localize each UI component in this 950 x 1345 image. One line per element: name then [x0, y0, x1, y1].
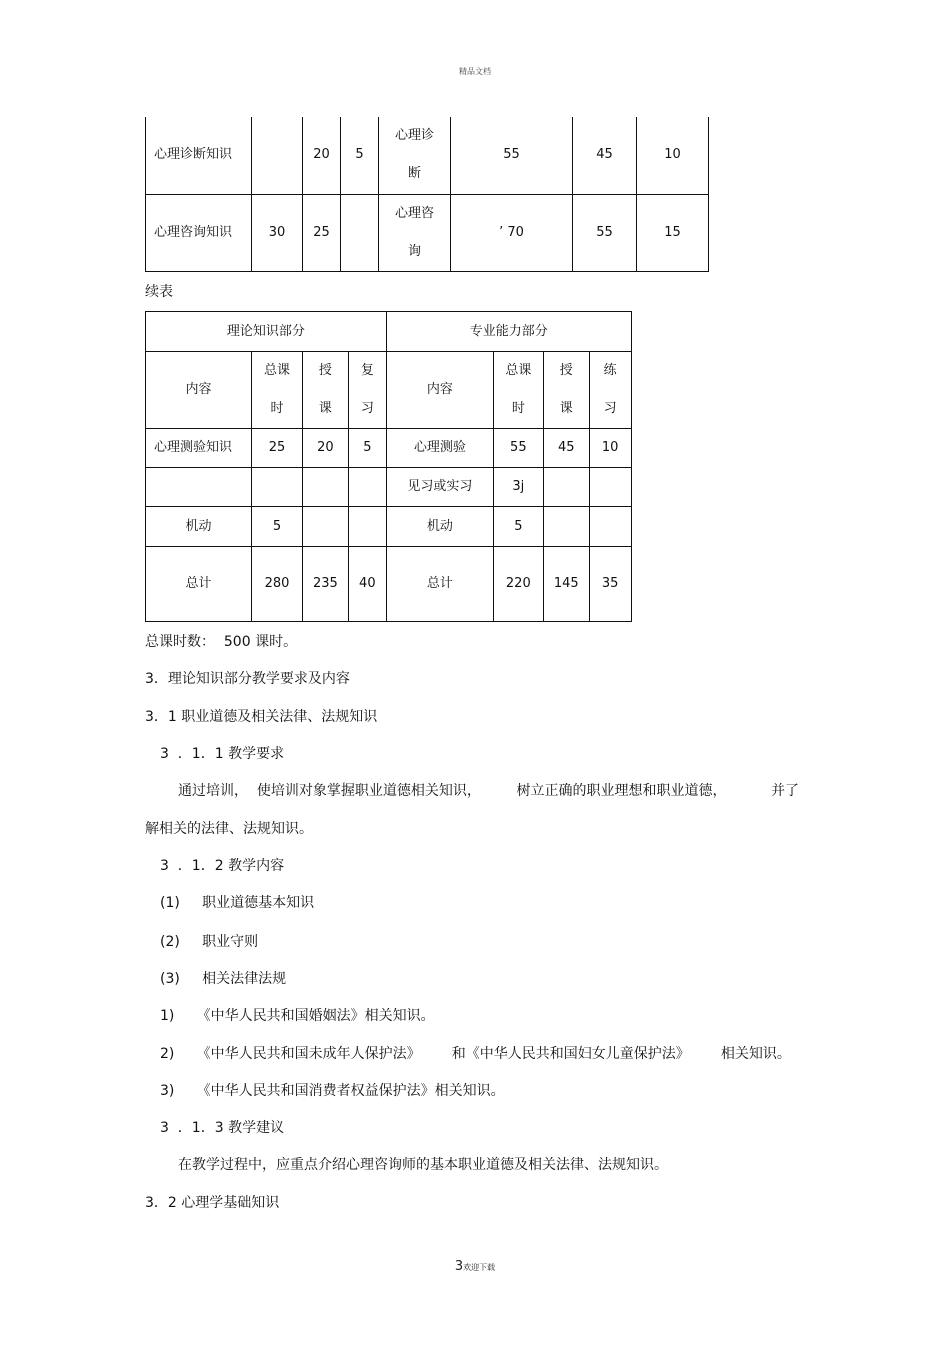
table-row	[146, 547, 632, 622]
paragraph-line: 在教学过程中，应重点介绍心理咨询师的基本职业道德及相关法律、法规知识。	[178, 1157, 668, 1173]
table-row	[146, 312, 632, 352]
subsection-heading: 3 ．1．2 教学内容	[160, 858, 285, 874]
section-heading: 3．1 职业道德及相关法律、法规知识	[145, 709, 378, 725]
column-header: 练习	[589, 352, 631, 429]
table-cell: 40	[348, 547, 386, 622]
table-cell: 5	[252, 507, 303, 547]
table-cell: 总计	[146, 547, 252, 622]
table-cell: 心理咨询知识	[146, 194, 252, 271]
list-item: 1) 《中华人民共和国婚姻法》相关知识。	[160, 1008, 435, 1024]
continued-label: 续表	[145, 284, 173, 300]
table-cell: 心理咨询	[379, 194, 451, 271]
section-heading: 3．2 心理学基础知识	[145, 1195, 280, 1211]
table-cell: 30	[252, 194, 303, 271]
table-row	[146, 194, 709, 271]
list-item: (3) 相关法律法规	[160, 971, 287, 987]
table-cell	[146, 468, 252, 507]
table-cell: 20	[303, 429, 349, 468]
table-cell: 心理诊断	[379, 117, 451, 194]
table-cell: 55	[493, 429, 543, 468]
table-cell: 280	[252, 547, 303, 622]
table-row	[146, 429, 632, 468]
table-cell: 235	[303, 547, 349, 622]
table-cell	[303, 468, 349, 507]
table-cell: 心理测验知识	[146, 429, 252, 468]
table-cell: 心理诊断知识	[146, 117, 252, 194]
table-cell: 25	[303, 194, 341, 271]
table-row	[146, 507, 632, 547]
table-row	[146, 117, 709, 194]
table-cell: 10	[589, 429, 631, 468]
table-cell	[543, 507, 589, 547]
page-footer	[0, 1259, 950, 1274]
table-cell	[589, 507, 631, 547]
subsection-heading: 3 ．1．1 教学要求	[160, 746, 285, 762]
column-header: 授课	[543, 352, 589, 429]
table-cell	[348, 468, 386, 507]
section-heading: 3．理论知识部分教学要求及内容	[145, 671, 350, 687]
table-cell: ’ 70	[451, 194, 573, 271]
hours-table-part1	[145, 117, 709, 272]
subsection-heading: 3 ．1．3 教学建议	[160, 1120, 285, 1136]
table-cell	[543, 468, 589, 507]
group-header-theory: 理论知识部分	[146, 312, 387, 352]
page-number: 3	[454, 1259, 464, 1274]
paragraph-line: 解相关的法律、法规知识。	[145, 821, 313, 837]
table-cell: 机动	[146, 507, 252, 547]
list-item: 2) 《中华人民共和国未成年人保护法》 和《中华人民共和国妇女儿童保护法》 相关知识。	[160, 1046, 791, 1062]
table-cell	[589, 468, 631, 507]
table-cell	[252, 117, 303, 194]
table-cell: 55	[451, 117, 573, 194]
total-hours: 总课时数： 500 课时。	[145, 634, 298, 650]
column-header: 授课	[303, 352, 349, 429]
table-cell: 45	[543, 429, 589, 468]
list-item: (2) 职业守则	[160, 934, 259, 950]
list-item: (1) 职业道德基本知识	[160, 895, 315, 911]
table-cell: 20	[303, 117, 341, 194]
table-cell: 45	[573, 117, 637, 194]
page-header: 精品文档	[459, 67, 491, 76]
table-header-row	[146, 352, 632, 429]
list-item: 3) 《中华人民共和国消费者权益保护法》相关知识。	[160, 1083, 505, 1099]
table-cell	[348, 507, 386, 547]
table-cell: 15	[637, 194, 709, 271]
table-cell	[252, 468, 303, 507]
table-cell: 220	[493, 547, 543, 622]
table-cell	[303, 507, 349, 547]
group-header-skills: 专业能力部分	[386, 312, 631, 352]
paragraph-line: 通过培训， 使培训对象掌握职业道德相关知识， 树立正确的职业理想和职业道德， 并了	[178, 783, 800, 799]
table-cell: 5	[493, 507, 543, 547]
table-cell: 3j	[493, 468, 543, 507]
table-cell: 10	[637, 117, 709, 194]
table-cell: 机动	[386, 507, 493, 547]
table-cell: 25	[252, 429, 303, 468]
table-cell	[341, 194, 379, 271]
column-header: 内容	[386, 352, 493, 429]
hours-table-part2	[145, 311, 632, 622]
table-cell: 35	[589, 547, 631, 622]
table-cell: 心理测验	[386, 429, 493, 468]
column-header: 内容	[146, 352, 252, 429]
table-cell: 总计	[386, 547, 493, 622]
table-cell: 5	[348, 429, 386, 468]
table-cell: 见习或实习	[386, 468, 493, 507]
footer-text: 欢迎下载	[463, 1263, 496, 1272]
table-cell: 145	[543, 547, 589, 622]
table-row	[146, 468, 632, 507]
column-header: 复习	[348, 352, 386, 429]
table-cell: 55	[573, 194, 637, 271]
column-header: 总课时	[493, 352, 543, 429]
column-header: 总课时	[252, 352, 303, 429]
table-cell: 5	[341, 117, 379, 194]
